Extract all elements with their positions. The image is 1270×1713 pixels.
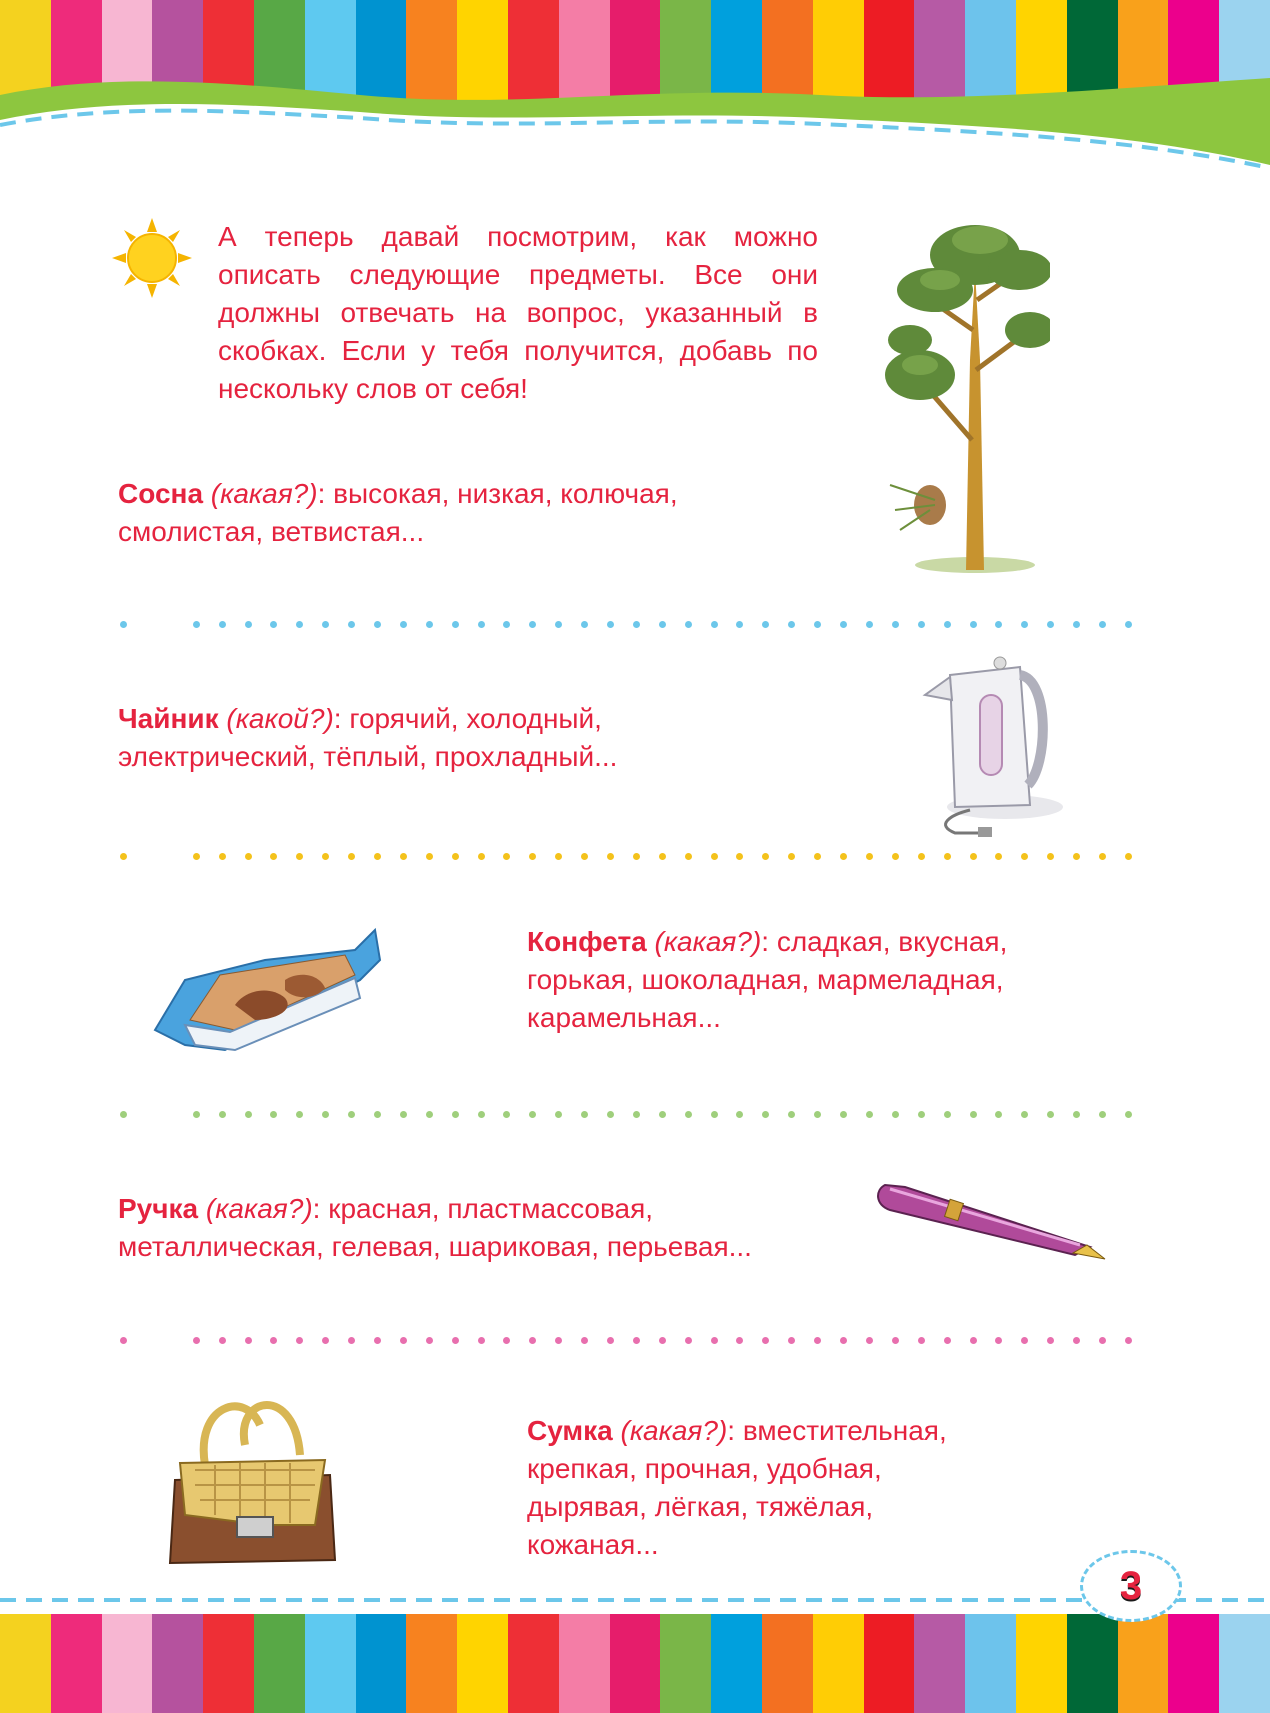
dot (270, 1111, 277, 1118)
entry-question: (какая?) (210, 478, 318, 509)
dot (1099, 1111, 1106, 1118)
dot (970, 621, 977, 628)
stripe (1219, 1614, 1270, 1713)
dot (400, 853, 407, 860)
dot (120, 621, 127, 628)
dot (1021, 621, 1028, 628)
stripe (152, 1614, 203, 1713)
dot (478, 853, 485, 860)
dot (452, 1111, 459, 1118)
dot (633, 853, 640, 860)
dot (1047, 621, 1054, 628)
dot (193, 621, 200, 628)
entry-handbag (527, 1412, 947, 1564)
dot (736, 853, 743, 860)
entry-adjectives-cont: электрический, тёплый, прохладный... (118, 741, 618, 772)
stripe (102, 1614, 153, 1713)
entry-pine (118, 475, 678, 551)
dot (866, 1111, 873, 1118)
stripe (1168, 1614, 1219, 1713)
dot (503, 1337, 510, 1344)
dot (322, 1111, 329, 1118)
dot (581, 1111, 588, 1118)
dot (529, 1337, 536, 1344)
dot (120, 853, 127, 860)
candy-image (145, 920, 385, 1060)
page-number: 3 (1080, 1550, 1182, 1622)
dot (633, 1111, 640, 1118)
stripe (254, 1614, 305, 1713)
dot (840, 853, 847, 860)
dot (348, 853, 355, 860)
stripe (813, 1614, 864, 1713)
dot (1047, 853, 1054, 860)
entry-adjectives-cont: крепкая, прочная, удобная, (527, 1453, 882, 1484)
dot (659, 1337, 666, 1344)
stripe (660, 1614, 711, 1713)
dot (762, 621, 769, 628)
dot (296, 1337, 303, 1344)
dot (581, 1337, 588, 1344)
dot (918, 621, 925, 628)
dot (120, 1111, 127, 1118)
stripe (508, 1614, 559, 1713)
stripe (305, 1614, 356, 1713)
dot (1099, 621, 1106, 628)
dot (581, 621, 588, 628)
entry-adjectives: : высокая, низкая, колючая, (317, 478, 678, 509)
dot (918, 1111, 925, 1118)
dot (866, 853, 873, 860)
dot (814, 621, 821, 628)
dot (503, 621, 510, 628)
dot (892, 621, 899, 628)
dot (788, 853, 795, 860)
entry-pen (118, 1190, 752, 1266)
dot (1099, 1337, 1106, 1344)
dot (1021, 853, 1028, 860)
stripe (406, 1614, 457, 1713)
stripe (559, 1614, 610, 1713)
dot (452, 621, 459, 628)
entry-adjectives-cont: карамельная... (527, 1002, 721, 1033)
dot (426, 1337, 433, 1344)
dot (374, 1337, 381, 1344)
dot (788, 1337, 795, 1344)
dot (711, 1111, 718, 1118)
dot (944, 853, 951, 860)
dot (529, 853, 536, 860)
dot (1073, 1111, 1080, 1118)
dot (348, 1337, 355, 1344)
dotted-divider (120, 1336, 1132, 1344)
dot (219, 1337, 226, 1344)
dot (219, 1111, 226, 1118)
entry-adjectives-cont: горькая, шоколадная, мармеладная, (527, 964, 1004, 995)
dot (659, 853, 666, 860)
dot (555, 1111, 562, 1118)
dot (452, 853, 459, 860)
dot (633, 1337, 640, 1344)
dot (1125, 853, 1132, 860)
dot (1021, 1337, 1028, 1344)
dot (503, 853, 510, 860)
entry-adjectives: : сладкая, вкусная, (761, 926, 1008, 957)
stripe (711, 1614, 762, 1713)
entry-adjectives: : горячий, холодный, (333, 703, 602, 734)
dot (193, 853, 200, 860)
dot (503, 1111, 510, 1118)
entry-word: Ручка (118, 1193, 199, 1224)
stripe (1118, 1614, 1169, 1713)
dot (400, 621, 407, 628)
dot (219, 621, 226, 628)
dot (120, 1337, 127, 1344)
dot (1073, 1337, 1080, 1344)
stripe (914, 1614, 965, 1713)
dot (478, 1337, 485, 1344)
dot (426, 1111, 433, 1118)
dot (736, 1337, 743, 1344)
dot (685, 1111, 692, 1118)
entry-question: (какая?) (654, 926, 762, 957)
stripe (457, 1614, 508, 1713)
entry-adjectives-cont: дырявая, лёгкая, тяжёлая, (527, 1491, 874, 1522)
dot (193, 1111, 200, 1118)
entry-adjectives: : красная, пластмассовая, (312, 1193, 654, 1224)
dot (296, 621, 303, 628)
dot (607, 1337, 614, 1344)
dot (995, 1337, 1002, 1344)
dot (944, 1337, 951, 1344)
dot (685, 621, 692, 628)
dot (762, 1337, 769, 1344)
dot (711, 853, 718, 860)
entry-candy (527, 923, 1007, 1037)
stripe (1067, 1614, 1118, 1713)
dot (374, 853, 381, 860)
dot (607, 621, 614, 628)
dot (866, 621, 873, 628)
intro-paragraph: А теперь давай посмотрим, как можно описать следующие предметы. Все они должны отвечать на вопрос, указанный в скобках. Если у тебя получится, добавь по нескольку слов от себя! (218, 221, 818, 404)
entry-word: Сосна (118, 478, 204, 509)
entry-adjectives-cont: смолистая, ветвистая... (118, 516, 425, 547)
sun-icon (112, 218, 192, 298)
dot (270, 621, 277, 628)
handbag-image (165, 1385, 345, 1570)
dot (581, 853, 588, 860)
dot (478, 1111, 485, 1118)
dot (918, 1337, 925, 1344)
dot (892, 853, 899, 860)
entry-kettle (118, 700, 617, 776)
dot (296, 1111, 303, 1118)
dot (1125, 1111, 1132, 1118)
dot (1047, 1337, 1054, 1344)
dot (840, 621, 847, 628)
entry-adjectives: : вместительная, (727, 1415, 947, 1446)
entry-question: (какая?) (205, 1193, 313, 1224)
dot (1073, 621, 1080, 628)
dot (245, 621, 252, 628)
stripe (203, 1614, 254, 1713)
entry-question: (какая?) (620, 1415, 728, 1446)
stripe (1016, 1614, 1067, 1713)
dot (814, 853, 821, 860)
dot (970, 853, 977, 860)
dot (348, 1111, 355, 1118)
dotted-divider (120, 852, 1132, 860)
dot (685, 1337, 692, 1344)
dot (270, 853, 277, 860)
dot (296, 853, 303, 860)
dot (659, 1111, 666, 1118)
dot (322, 621, 329, 628)
stripe (610, 1614, 661, 1713)
kettle-image (920, 655, 1070, 840)
entry-question: (какой?) (226, 703, 334, 734)
stripe (356, 1614, 407, 1713)
dot (400, 1111, 407, 1118)
dot (711, 1337, 718, 1344)
dot (322, 853, 329, 860)
dot (814, 1111, 821, 1118)
entry-adjectives-cont: кожаная... (527, 1529, 659, 1560)
dot (892, 1111, 899, 1118)
dot (374, 1111, 381, 1118)
dot (529, 621, 536, 628)
dot (1073, 853, 1080, 860)
dot (711, 621, 718, 628)
dot (1099, 853, 1106, 860)
dot (840, 1111, 847, 1118)
dot (762, 1111, 769, 1118)
dot (452, 1337, 459, 1344)
dot (219, 853, 226, 860)
dot (1047, 1111, 1054, 1118)
dot (995, 621, 1002, 628)
dot (555, 621, 562, 628)
dot (762, 853, 769, 860)
dot (736, 621, 743, 628)
dot (607, 853, 614, 860)
dot (633, 621, 640, 628)
dot (995, 1111, 1002, 1118)
dot (814, 1337, 821, 1344)
dot (555, 853, 562, 860)
entry-word: Чайник (118, 703, 219, 734)
dot (400, 1337, 407, 1344)
dot (374, 621, 381, 628)
stripe (0, 1614, 51, 1713)
dot (659, 621, 666, 628)
dot (322, 1337, 329, 1344)
stripe (762, 1614, 813, 1713)
dot (607, 1111, 614, 1118)
dot (555, 1337, 562, 1344)
pine-tree-image (880, 210, 1050, 580)
pen-image (865, 1175, 1115, 1265)
dot (270, 1337, 277, 1344)
dot (348, 621, 355, 628)
dot (788, 1111, 795, 1118)
dot (892, 1337, 899, 1344)
stripe (965, 1614, 1016, 1713)
dot (1125, 621, 1132, 628)
stripe (864, 1614, 915, 1713)
dot (918, 853, 925, 860)
dot (970, 1111, 977, 1118)
dot (478, 621, 485, 628)
dotted-divider (120, 620, 1132, 628)
entry-word: Сумка (527, 1415, 613, 1446)
dot (970, 1337, 977, 1344)
entry-word: Конфета (527, 926, 647, 957)
top-wave-decoration (0, 0, 1270, 200)
dot (866, 1337, 873, 1344)
dot (840, 1337, 847, 1344)
dot (1125, 1337, 1132, 1344)
stripe (51, 1614, 102, 1713)
dot (245, 853, 252, 860)
dot (788, 621, 795, 628)
dot (245, 1111, 252, 1118)
dot (685, 853, 692, 860)
bottom-stripe-border (0, 1614, 1270, 1713)
dotted-divider (120, 1110, 1132, 1118)
dot (426, 853, 433, 860)
dot (944, 621, 951, 628)
dot (736, 1111, 743, 1118)
dot (1021, 1111, 1028, 1118)
dot (529, 1111, 536, 1118)
dot (995, 853, 1002, 860)
dot (245, 1337, 252, 1344)
entry-adjectives-cont: металлическая, гелевая, шариковая, перьевая... (118, 1231, 752, 1262)
dot (426, 621, 433, 628)
dot (944, 1111, 951, 1118)
dot (193, 1337, 200, 1344)
